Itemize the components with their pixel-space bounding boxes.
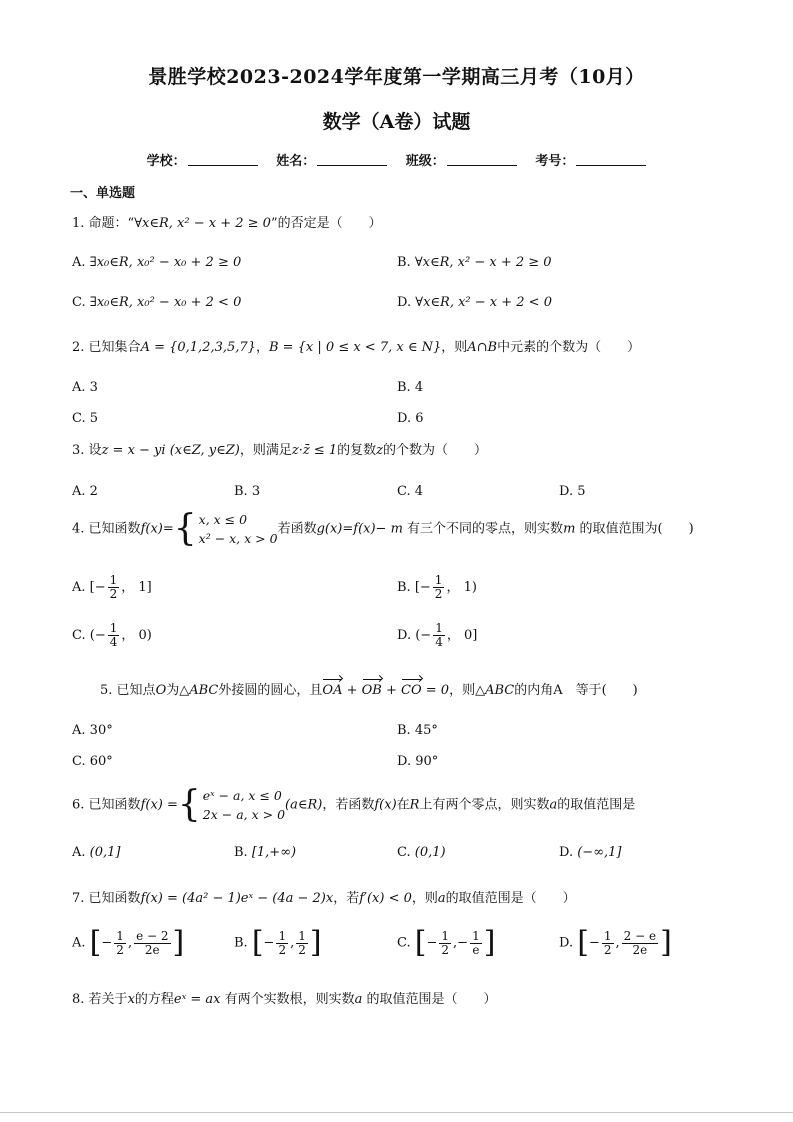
option-text: ∀x∈R, x² − x + 2 < 0 bbox=[415, 295, 552, 310]
question-text: 有三个不同的零点，则实数 bbox=[407, 521, 564, 537]
option-label: D. bbox=[559, 935, 574, 951]
option-text: ∀x∈R, x² − x + 2 ≥ 0 bbox=[414, 255, 552, 270]
case-2: x² − x, x > 0 bbox=[198, 531, 278, 546]
option-label: C. bbox=[397, 845, 411, 860]
class-label: 班级： bbox=[405, 154, 445, 169]
point: O bbox=[155, 683, 167, 698]
question-math: ∀x∈R, x² − x + 2 ≥ 0 bbox=[134, 216, 271, 231]
question-text: 外接圆的圆心，且 bbox=[218, 683, 323, 698]
variable: x bbox=[127, 992, 135, 1007]
question-text: 为 bbox=[166, 683, 180, 698]
option-text: 3 bbox=[89, 380, 98, 395]
question-number: 1. bbox=[72, 216, 85, 231]
function-name: f(x) = bbox=[140, 797, 178, 813]
question-number: 5. bbox=[100, 683, 113, 698]
option-label: D. bbox=[397, 411, 412, 426]
function-name: f(x)= bbox=[140, 521, 174, 537]
bracket: ] bbox=[483, 925, 496, 960]
fraction: $\frac{1}{e}$ bbox=[472, 928, 480, 957]
question-number: 6. bbox=[72, 797, 85, 813]
option-text: [− bbox=[89, 580, 106, 595]
case-1: eˣ − a, x ≤ 0 bbox=[202, 788, 282, 803]
option-4c[interactable] bbox=[72, 622, 152, 649]
option-label: B. bbox=[397, 580, 411, 595]
option-label: C. bbox=[72, 628, 86, 643]
option-text: ， 0) bbox=[121, 628, 152, 643]
variable: a bbox=[354, 992, 363, 1007]
question-5: 5. 已知点O为△ABC外接圆的圆心，且OA + OB + CO = 0，则△ABC的内角A 等于( ) bbox=[100, 677, 638, 701]
option-text: 60° bbox=[89, 754, 113, 769]
option-label: B. bbox=[234, 845, 248, 860]
question-text: ，则 bbox=[411, 891, 438, 906]
option-text: 4 bbox=[414, 380, 424, 395]
question-text: 的取值范围是（ ） bbox=[366, 992, 497, 1007]
option-7d[interactable]: D. [− $\frac{1}{2}$ , $\frac{2 - e}{2e}$ ] bbox=[559, 925, 672, 960]
option-3b[interactable] bbox=[234, 482, 260, 502]
option-text: ∃x₀∈R, x₀² − x₀ + 2 < 0 bbox=[89, 295, 242, 310]
option-label: C. bbox=[72, 754, 86, 769]
vector-oa: OA bbox=[322, 677, 342, 701]
option-7c[interactable]: C. [− $\frac{1}{2}$ ,− $\frac{1}{e}$ ] bbox=[397, 925, 496, 960]
option-text: [1,+∞) bbox=[251, 845, 297, 860]
option-3d[interactable] bbox=[559, 482, 586, 502]
question-text: 的取值范围是（ ） bbox=[445, 891, 576, 906]
domain: R bbox=[409, 797, 420, 813]
exam-number-blank[interactable] bbox=[576, 153, 646, 166]
set-a: A = {0,1,2,3,5,7} bbox=[140, 340, 256, 355]
option-text: ， 1] bbox=[121, 580, 152, 595]
question-text: 已知函数 bbox=[88, 797, 141, 813]
case-1: x, x ≤ 0 bbox=[198, 512, 248, 527]
student-info-row bbox=[0, 150, 793, 169]
question-text: 已知点 bbox=[116, 683, 156, 698]
question-text: ，则 bbox=[449, 683, 476, 698]
question-text: 的复数 bbox=[337, 443, 377, 458]
variable: z bbox=[376, 443, 384, 458]
question-text: 有两个实数根，则实数 bbox=[224, 992, 355, 1007]
fraction: $\frac{1}{2}$ bbox=[441, 928, 450, 957]
option-label: C. bbox=[72, 411, 86, 426]
question-text: ，则 bbox=[441, 340, 468, 355]
option-6b[interactable] bbox=[234, 843, 296, 863]
question-text: 的个数为（ ） bbox=[383, 443, 488, 458]
option-label: D. bbox=[559, 845, 574, 860]
option-label: B. bbox=[234, 935, 248, 951]
option-2d[interactable] bbox=[397, 409, 424, 429]
option-text: ， 0] bbox=[446, 628, 478, 643]
option-text: 30° bbox=[89, 723, 113, 738]
piecewise-function: { eˣ − a, x ≤ 0 2x − a, x > 0 bbox=[177, 784, 286, 825]
option-text: 45° bbox=[414, 723, 438, 738]
option-5d[interactable] bbox=[397, 752, 438, 772]
bracket: [ bbox=[414, 925, 427, 960]
option-4b[interactable] bbox=[397, 574, 477, 601]
option-1a[interactable] bbox=[72, 253, 241, 273]
option-4d[interactable] bbox=[397, 622, 477, 649]
option-text: 2 bbox=[89, 484, 98, 499]
question-math: z = x − yi (x∈Z, y∈Z) bbox=[101, 443, 240, 458]
exam-title: 景胜学校2023-2024学年度第一学期高三月考（10月） bbox=[148, 66, 645, 88]
option-4a[interactable] bbox=[72, 574, 152, 601]
bracket: [ bbox=[577, 925, 589, 960]
fraction: $\frac{e - 2}{2e}$ bbox=[136, 928, 169, 957]
fraction: $\frac{1}{2}$ bbox=[434, 573, 443, 601]
option-label: C. bbox=[72, 295, 86, 310]
question-number: 7. bbox=[72, 891, 85, 906]
question-text: ，若 bbox=[333, 891, 360, 906]
option-label: A. bbox=[72, 935, 86, 951]
intersection: A∩B bbox=[467, 340, 498, 355]
variable: a bbox=[437, 891, 446, 906]
fraction: $\frac{1}{2}$ bbox=[109, 573, 118, 601]
fraction: $\frac{1}{2}$ bbox=[116, 928, 124, 957]
fraction: $\frac{2 - e}{2e}$ bbox=[623, 928, 657, 957]
question-text: 已知集合 bbox=[88, 340, 141, 355]
section-heading: 一、单选题 bbox=[70, 186, 136, 201]
variable: a bbox=[549, 797, 558, 813]
question-2 bbox=[72, 338, 640, 358]
option-6a[interactable] bbox=[72, 843, 121, 863]
vector-co: CO bbox=[401, 677, 422, 701]
option-3a[interactable] bbox=[72, 482, 98, 502]
option-label: A. bbox=[72, 723, 86, 738]
option-text: ， 1) bbox=[446, 580, 477, 595]
option-label: D. bbox=[559, 484, 574, 499]
question-text: 已知函数 bbox=[88, 521, 141, 537]
bracket: ] bbox=[172, 925, 185, 960]
question-text: 的取值范围为( ) bbox=[579, 521, 694, 537]
option-label: D. bbox=[397, 754, 412, 769]
option-label: A. bbox=[72, 380, 86, 395]
option-5a[interactable] bbox=[72, 721, 113, 741]
fraction: $\frac{1}{2}$ bbox=[603, 928, 612, 957]
exam-subtitle: 数学（A卷）试题 bbox=[322, 111, 471, 133]
question-1 bbox=[72, 214, 382, 234]
option-5c[interactable] bbox=[72, 752, 113, 772]
option-text: [− bbox=[414, 580, 431, 595]
question-7 bbox=[72, 889, 576, 909]
variable: m bbox=[563, 521, 576, 537]
question-text: 若关于 bbox=[88, 992, 128, 1007]
option-2c[interactable] bbox=[72, 409, 98, 429]
bracket: [ bbox=[251, 925, 264, 960]
option-text: (− bbox=[415, 628, 432, 643]
option-label: A. bbox=[72, 845, 86, 860]
option-label: B. bbox=[397, 723, 411, 738]
case-2: 2x − a, x > 0 bbox=[202, 807, 286, 822]
question-text: 的方程 bbox=[134, 992, 174, 1007]
condition: z·z̄ ≤ 1 bbox=[291, 443, 338, 458]
question-text: 上有两个零点，则实数 bbox=[419, 797, 550, 813]
option-label: A. bbox=[72, 255, 86, 270]
question-math: f(x) = (4a² − 1)eˣ − (4a − 2)x bbox=[140, 891, 334, 906]
name-blank[interactable] bbox=[317, 153, 387, 166]
option-7a[interactable]: A. [− $\frac{1}{2}$ , $\frac{e - 2}{2e}$ ] bbox=[72, 925, 185, 960]
option-label: D. bbox=[397, 295, 412, 310]
school-blank[interactable] bbox=[188, 153, 258, 166]
option-text: (− bbox=[89, 628, 106, 643]
question-text: 若函数 bbox=[277, 521, 317, 537]
question-number: 3. bbox=[72, 443, 85, 458]
option-label: C. bbox=[397, 935, 411, 951]
option-text: ∃x₀∈R, x₀² − x₀ + 2 ≥ 0 bbox=[89, 255, 242, 270]
page-bottom-divider bbox=[0, 1112, 793, 1113]
option-text: 6 bbox=[415, 411, 424, 426]
question-4 bbox=[72, 510, 694, 548]
name-label: 姓名： bbox=[276, 154, 316, 169]
question-text: ，若函数 bbox=[322, 797, 375, 813]
function-ref: f(x) bbox=[374, 797, 397, 813]
vector-ob: OB bbox=[362, 677, 382, 701]
condition: (a∈R) bbox=[285, 797, 323, 813]
question-3 bbox=[72, 441, 487, 461]
fraction: $\frac{1}{2}$ bbox=[278, 928, 287, 957]
question-number: 2. bbox=[72, 340, 85, 355]
question-text: 命题：“ bbox=[88, 216, 135, 231]
question-text: 设 bbox=[88, 443, 102, 458]
option-text: 90° bbox=[415, 754, 439, 769]
piecewise-function: { x, x ≤ 0 x² − x, x > 0 bbox=[173, 508, 278, 549]
exam-number-label: 考号： bbox=[535, 154, 575, 169]
question-text: 的取值范围是 bbox=[557, 797, 636, 813]
question-text: ，则满足 bbox=[239, 443, 292, 458]
bracket: ] bbox=[309, 925, 322, 960]
option-label: B. bbox=[397, 255, 411, 270]
question-text: 已知函数 bbox=[88, 891, 141, 906]
option-label: B. bbox=[397, 380, 411, 395]
fraction: $\frac{1}{4}$ bbox=[435, 621, 443, 649]
option-5b[interactable] bbox=[397, 721, 438, 741]
option-text: (0,1] bbox=[89, 845, 121, 860]
option-label: B. bbox=[234, 484, 248, 499]
option-2b[interactable] bbox=[397, 378, 423, 398]
option-text: (−∞,1] bbox=[577, 845, 622, 860]
option-2a[interactable] bbox=[72, 378, 98, 398]
bracket: ] bbox=[660, 925, 672, 960]
option-label: C. bbox=[397, 484, 411, 499]
option-text: 5 bbox=[89, 411, 99, 426]
option-label: A. bbox=[72, 580, 86, 595]
option-1d[interactable] bbox=[397, 293, 552, 313]
question-8 bbox=[72, 990, 497, 1010]
equation: eˣ = ax bbox=[173, 992, 221, 1007]
option-text: 3 bbox=[251, 484, 261, 499]
question-text: ， bbox=[255, 340, 269, 355]
option-label: D. bbox=[397, 628, 412, 643]
option-6c[interactable] bbox=[397, 843, 446, 863]
question-number: 8. bbox=[72, 992, 85, 1007]
option-1b[interactable] bbox=[397, 253, 552, 273]
fraction: $\frac{1}{2}$ bbox=[298, 928, 306, 957]
option-label: A. bbox=[72, 484, 86, 499]
question-math: g(x)=f(x)− m bbox=[316, 521, 403, 537]
school-label: 学校： bbox=[146, 154, 186, 169]
fraction: $\frac{1}{4}$ bbox=[109, 621, 118, 649]
option-6d[interactable] bbox=[559, 843, 622, 863]
equals-zero: = 0 bbox=[425, 683, 450, 698]
question-text: 的内角A 等于( ) bbox=[514, 683, 638, 698]
question-text: 中元素的个数为（ ） bbox=[497, 340, 641, 355]
condition: f′(x) < 0 bbox=[359, 891, 412, 906]
triangle: △ABC bbox=[179, 683, 219, 698]
question-number: 4. bbox=[72, 521, 85, 537]
question-text: 在 bbox=[396, 797, 410, 813]
question-6 bbox=[72, 786, 635, 824]
option-3c[interactable] bbox=[397, 482, 423, 502]
option-7b[interactable]: B. [− $\frac{1}{2}$ , $\frac{1}{2}$ ] bbox=[234, 925, 322, 960]
class-blank[interactable] bbox=[447, 153, 517, 166]
question-text: ”的否定是（ ） bbox=[270, 216, 382, 231]
option-text: 5 bbox=[577, 484, 586, 499]
triangle: △ABC bbox=[475, 683, 515, 698]
set-b: B = {x | 0 ≤ x < 7, x ∈ N} bbox=[268, 340, 442, 355]
bracket: [ bbox=[89, 925, 102, 960]
option-1c[interactable] bbox=[72, 293, 241, 313]
option-text: 4 bbox=[414, 484, 424, 499]
option-text: (0,1) bbox=[414, 845, 446, 860]
